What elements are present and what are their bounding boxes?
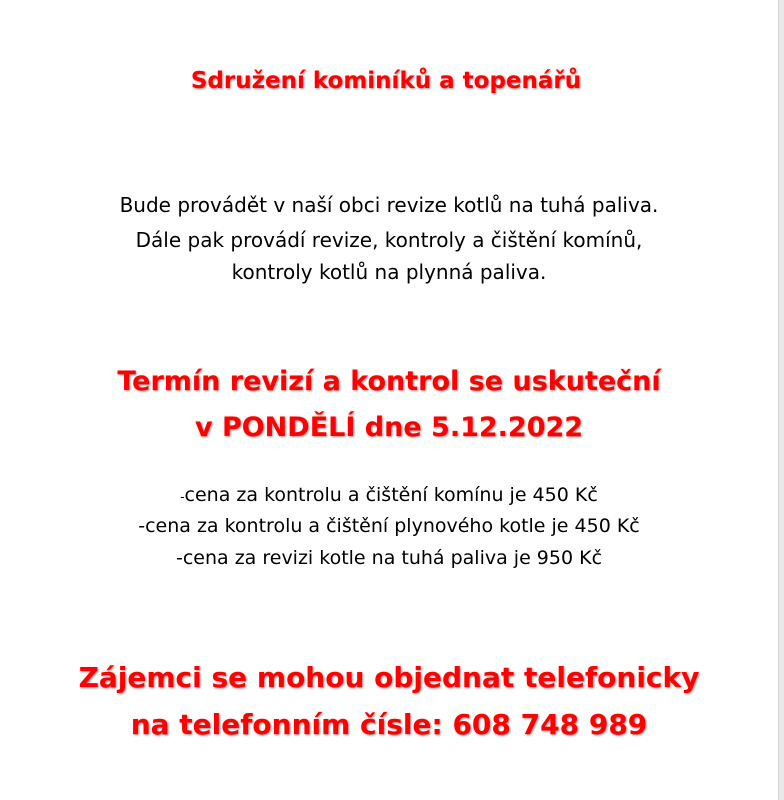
intro-line-1: Bude provádět v naší obci revize kotlů na tuhá paliva.: [119, 193, 659, 217]
page-title: Sdružení kominíků a topenářů: [190, 68, 582, 94]
order-line-2: na telefonním čísle: 608 748 989: [130, 708, 648, 741]
term-line-1: Termín revizí a kontrol se uskuteční: [117, 366, 661, 397]
price-item-gas-boiler: -cena za kontrolu a čištění plynového kotle je 450 Kč: [138, 515, 640, 537]
price-item-solid-fuel-boiler: -cena za revizi kotle na tuhá paliva je 950 Kč: [175, 547, 603, 569]
price-item-chimney: [0, 484, 778, 506]
price-item-chimney-text: cena za kontrolu a čištění komínu je 450 Kč: [184, 484, 598, 506]
page-edge: [778, 0, 784, 800]
intro-line-2: Dále pak provádí revize, kontroly a čištění komínů,: [135, 228, 643, 252]
term-line-2: v PONDĚLÍ dne 5.12.2022: [194, 412, 584, 443]
order-line-1: Zájemci se mohou objednat telefonicky: [78, 661, 700, 694]
price-dash: -: [180, 490, 185, 504]
intro-line-3: kontroly kotlů na plynná paliva.: [231, 260, 547, 284]
